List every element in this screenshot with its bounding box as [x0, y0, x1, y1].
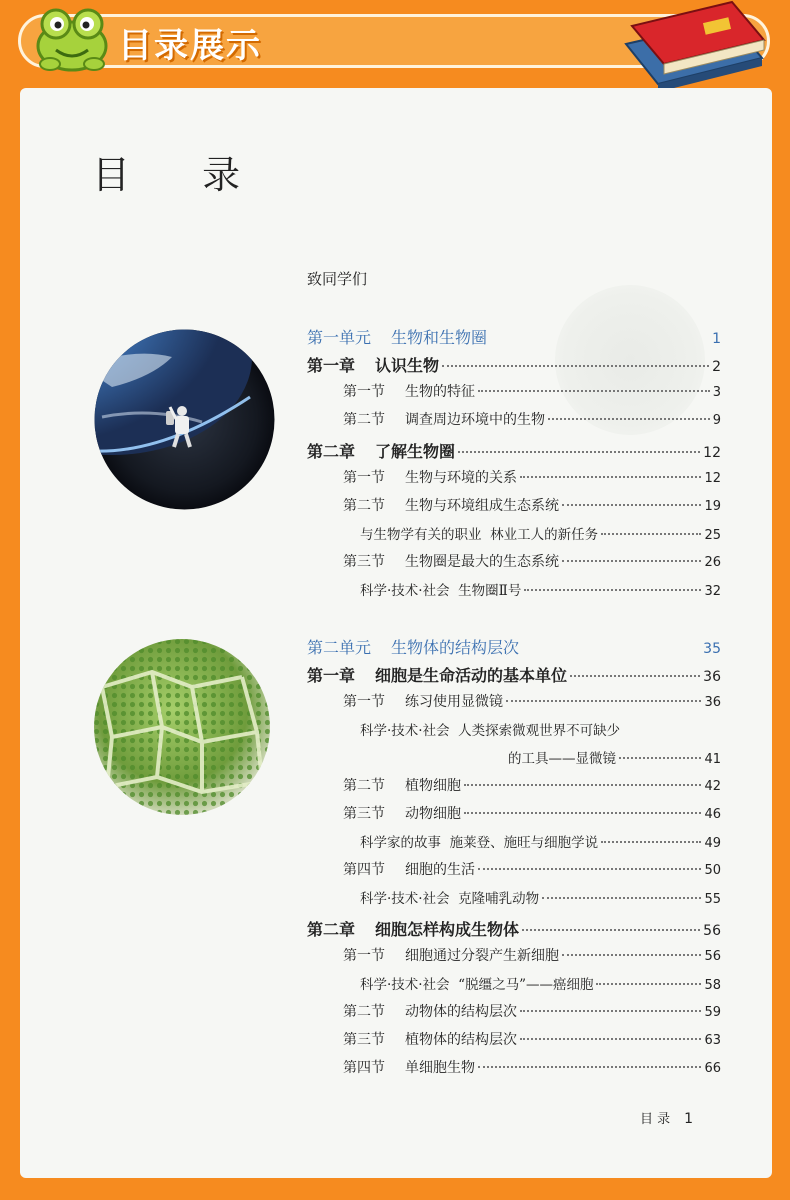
dot-leader [548, 418, 710, 420]
unit-label: 第二单元 [307, 638, 372, 657]
section-title: 生物与环境组成生态系统 [405, 498, 559, 514]
toc-extra-reading[interactable] [360, 579, 721, 599]
page-number: 41 [704, 752, 721, 767]
section-title: 生物与环境的关系 [405, 470, 517, 486]
dot-leader [520, 1010, 701, 1012]
section-title: 生物圈是最大的生态系统 [405, 554, 559, 570]
page-number: 1 [712, 331, 721, 347]
page-number: 36 [704, 695, 721, 710]
footer-page-number: 1 [684, 1111, 694, 1127]
section-label: 第二节 [343, 778, 385, 794]
section-title: 细胞通过分裂产生新细胞 [405, 948, 559, 964]
page-number: 56 [704, 949, 721, 964]
toc-section[interactable] [343, 945, 721, 965]
preface-title: 致同学们 [307, 270, 368, 288]
chapter-label: 第一章 [307, 666, 356, 685]
footer-label: 目 录 [640, 1112, 671, 1127]
chapter-label: 第一章 [307, 356, 356, 375]
toc-section[interactable] [343, 1029, 721, 1049]
unit-label: 第一单元 [307, 328, 372, 347]
chapter-label: 第二章 [307, 920, 356, 939]
page-number: 12 [704, 471, 721, 486]
preface-entry[interactable] [307, 268, 367, 289]
dot-leader [442, 365, 709, 367]
chapter-label: 第二章 [307, 442, 356, 461]
section-label: 第三节 [343, 554, 385, 570]
toc-section[interactable] [343, 775, 721, 795]
toc-section[interactable] [343, 467, 721, 487]
page-number: 59 [704, 1005, 721, 1020]
dot-leader [562, 504, 701, 506]
section-title: 细胞的生活 [405, 862, 475, 878]
page-number: 2 [712, 359, 721, 375]
dot-leader [542, 897, 701, 899]
page-number: 56 [703, 923, 721, 939]
chapter-title: 细胞怎样构成生物体 [375, 920, 520, 939]
section-title: 生物的特征 [405, 384, 475, 400]
dot-leader [601, 841, 701, 843]
chapter-title: 细胞是生命活动的基本单位 [375, 666, 568, 685]
extra-reading-title: 科学·技术·社会 “脱缰之马”——癌细胞 [360, 977, 594, 993]
extra-reading-title: 科学家的故事 施莱登、施旺与细胞学说 [360, 835, 599, 851]
section-title: 动物体的结构层次 [405, 1004, 517, 1020]
dot-leader [478, 1066, 701, 1068]
toc-section[interactable] [343, 859, 721, 879]
section-label: 第四节 [343, 862, 385, 878]
page-number: 26 [704, 555, 721, 570]
unit-title: 生物体的结构层次 [391, 638, 520, 657]
page-number: 42 [704, 779, 721, 794]
toc-extra-reading-continued[interactable] [508, 747, 721, 767]
section-label: 第二节 [343, 498, 385, 514]
toc-section[interactable] [343, 551, 721, 571]
page-footer [640, 1108, 693, 1127]
extra-reading-title: 与生物学有关的职业 林业工人的新任务 [360, 527, 599, 543]
dot-leader [562, 560, 701, 562]
section-title: 动物细胞 [405, 806, 461, 822]
section-label: 第一节 [343, 384, 385, 400]
page-number: 49 [704, 836, 721, 851]
page-number: 50 [704, 863, 721, 878]
extra-reading-title: 的工具——显微镜 [508, 751, 616, 767]
page-number: 63 [704, 1033, 721, 1048]
toc-section[interactable] [343, 803, 721, 823]
dot-leader [619, 757, 701, 759]
dot-leader [522, 929, 700, 931]
section-title: 单细胞生物 [405, 1060, 475, 1076]
toc-chapter[interactable] [307, 353, 721, 376]
toc-extra-reading[interactable] [360, 719, 721, 739]
toc-extra-reading[interactable] [360, 523, 721, 543]
page-number: 32 [704, 584, 721, 599]
chapter-title: 认识生物 [375, 356, 440, 375]
toc-extra-reading[interactable] [360, 973, 721, 993]
section-label: 第二节 [343, 412, 385, 428]
page-number: 36 [703, 669, 721, 685]
section-title: 练习使用显微镜 [405, 694, 503, 710]
toc-section[interactable] [343, 1001, 721, 1021]
page-title: 目 录 [92, 153, 271, 197]
toc-section[interactable] [343, 1057, 721, 1077]
toc-chapter[interactable] [307, 917, 721, 940]
page-number: 9 [712, 413, 721, 428]
section-label: 第一节 [343, 470, 385, 486]
section-label: 第一节 [343, 694, 385, 710]
dot-leader [524, 589, 701, 591]
dot-leader [478, 390, 710, 392]
banner-title: 目录展示 [118, 26, 262, 66]
dot-leader [506, 700, 701, 702]
section-label: 第四节 [343, 1060, 385, 1076]
chapter-title: 了解生物圈 [375, 442, 456, 461]
dot-leader [464, 784, 701, 786]
dot-leader [520, 476, 701, 478]
page-number: 35 [703, 641, 721, 657]
extra-reading-title: 科学·技术·社会 克隆哺乳动物 [360, 891, 540, 907]
dot-leader [478, 868, 701, 870]
unit-title: 生物和生物圈 [391, 328, 488, 347]
section-title: 植物体的结构层次 [405, 1032, 517, 1048]
toc-extra-reading[interactable] [360, 887, 721, 907]
toc-section[interactable] [343, 409, 721, 429]
toc-chapter[interactable] [307, 439, 721, 462]
dot-leader [601, 533, 701, 535]
section-title: 调查周边环境中的生物 [405, 412, 545, 428]
extra-reading-title: 科学·技术·社会 生物圈Ⅱ号 [360, 583, 522, 599]
toc-section[interactable] [343, 381, 721, 401]
section-label: 第三节 [343, 1032, 385, 1048]
dot-leader [520, 1038, 701, 1040]
section-label: 第一节 [343, 948, 385, 964]
toc-unit-1[interactable] [307, 325, 721, 348]
dot-leader [570, 675, 700, 677]
page-number: 19 [704, 499, 721, 514]
page-number: 55 [704, 892, 721, 907]
dot-leader [458, 451, 700, 453]
toc-section[interactable] [343, 691, 721, 711]
page-number: 46 [704, 807, 721, 822]
dot-leader [596, 983, 701, 985]
page-number: 66 [704, 1061, 721, 1076]
dot-leader [464, 812, 701, 814]
dot-leader [562, 954, 701, 956]
section-label: 第三节 [343, 806, 385, 822]
page-number: 12 [703, 445, 721, 461]
extra-reading-title: 科学·技术·社会 人类探索微观世界不可缺少 [360, 723, 621, 739]
section-label: 第二节 [343, 1004, 385, 1020]
page-number: 25 [704, 528, 721, 543]
toc-extra-reading[interactable] [360, 831, 721, 851]
toc-section[interactable] [343, 495, 721, 515]
section-title: 植物细胞 [405, 778, 461, 794]
toc-chapter[interactable] [307, 663, 721, 686]
page-number: 58 [704, 978, 721, 993]
page-number: 3 [712, 385, 721, 400]
toc-unit-2[interactable] [307, 635, 721, 658]
